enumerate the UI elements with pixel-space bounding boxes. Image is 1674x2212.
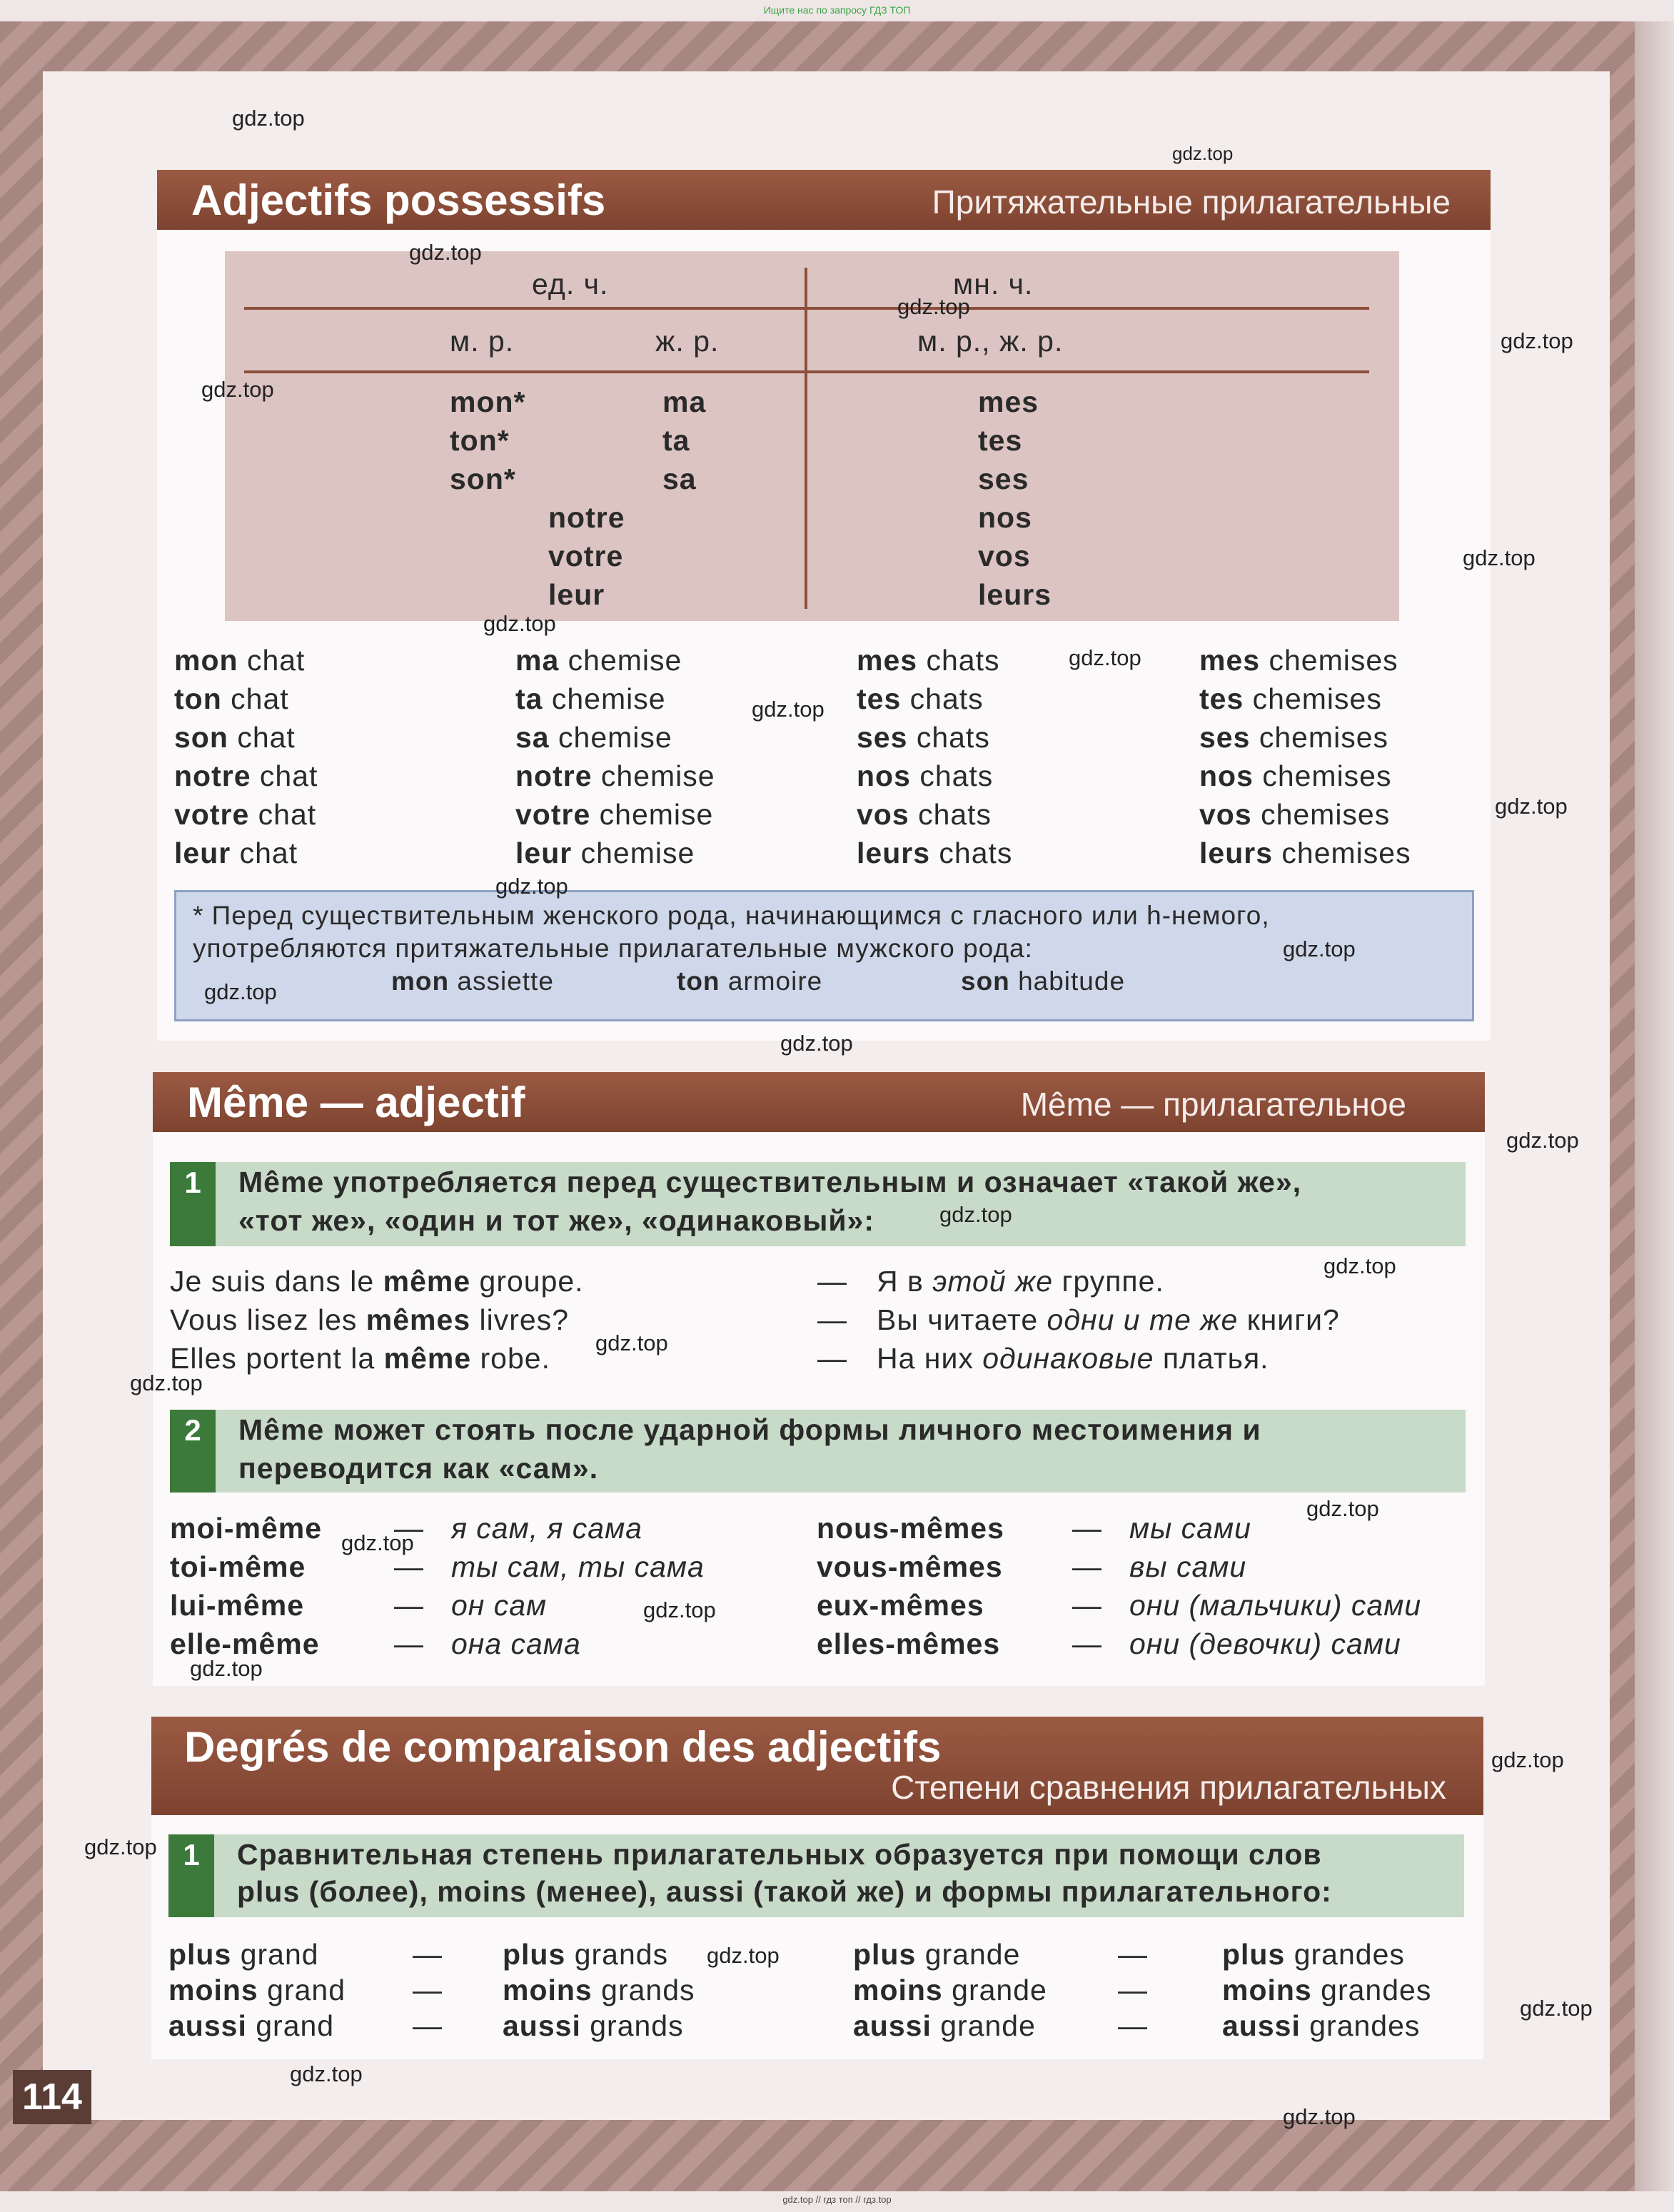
footnote-example: mon assiette (391, 966, 554, 996)
watermark: gdz.top (1069, 645, 1141, 670)
example-item: tes chemises (1199, 682, 1382, 715)
rule-number: 2 (170, 1410, 216, 1493)
watermark: gdz.top (1323, 1253, 1396, 1278)
example-item: nos chemises (1199, 759, 1392, 792)
watermark: gdz.top (643, 1597, 716, 1622)
table-header-plural: мн. ч. (953, 268, 1034, 301)
comparison-item: plus grandes (1222, 1938, 1405, 1971)
table-cell-feminine: ta (662, 424, 690, 457)
watermark: gdz.top (752, 697, 825, 722)
example-item: leurs chats (857, 837, 1013, 869)
meme-example-dash: — (817, 1265, 847, 1298)
meme-title: Même — adjectif (187, 1079, 525, 1126)
table-cell-feminine: sa (662, 463, 697, 495)
table-cell-plural: mes (978, 385, 1039, 418)
example-item: mes chats (857, 644, 1000, 677)
comparison-title-ru: Степени сравнения прилагательных (891, 1769, 1446, 1806)
comparison-title: Degrés de comparaison des adjectifs (184, 1723, 942, 1771)
table-cell-plural: vos (978, 540, 1031, 572)
meme-header (153, 1072, 1485, 1132)
comparison-item: aussi grands (503, 2009, 684, 2042)
watermark: gdz.top (495, 874, 568, 899)
comparison-item: aussi grande (853, 2009, 1036, 2042)
pronoun-fr: nous-mêmes (817, 1512, 1004, 1545)
pronoun-dash: — (394, 1550, 424, 1583)
possessives-title-ru: Притяжательные прилагательные (932, 183, 1451, 221)
comparison-item: plus grands (503, 1938, 669, 1971)
example-item: notre chemise (515, 759, 715, 792)
rule-text: «тот же», «один и тот же», «одинаковый»: (238, 1204, 874, 1237)
example-item: vos chats (857, 798, 992, 831)
watermark: gdz.top (1463, 545, 1536, 570)
example-item: tes chats (857, 682, 984, 715)
pronoun-dash: — (1072, 1512, 1102, 1545)
comparison-item: moins grande (853, 1974, 1047, 2006)
meme-example-fr: Je suis dans le même groupe. (170, 1265, 584, 1298)
pronoun-dash: — (394, 1627, 424, 1660)
pronoun-ru: они (мальчики) сами (1129, 1589, 1422, 1622)
meme-example-dash: — (817, 1342, 847, 1375)
table-header-feminine: ж. р. (655, 325, 720, 358)
rule-text: plus (более), moins (менее), aussi (такой же) и формы прилагательного: (237, 1875, 1332, 1908)
meme-example-ru: На них одинаковые платья. (877, 1342, 1269, 1375)
comparison-item: moins grands (503, 1974, 695, 2006)
bottom-note: gdz.top // гдз топ // гдз.top (782, 2194, 892, 2205)
example-item: mes chemises (1199, 644, 1398, 677)
comparison-header (151, 1717, 1483, 1815)
table-header-singular: ед. ч. (532, 268, 609, 301)
rule-number: 1 (170, 1162, 216, 1246)
watermark: gdz.top (939, 1202, 1012, 1227)
page-edge (1635, 21, 1674, 2191)
comparison-item: moins grandes (1222, 1974, 1432, 2006)
pronoun-dash: — (1072, 1550, 1102, 1583)
watermark: gdz.top (1306, 1496, 1379, 1521)
pronoun-fr: elle-même (170, 1627, 320, 1660)
table-header-masculine: м. р. (450, 325, 515, 358)
watermark: gdz.top (595, 1330, 668, 1355)
watermark: gdz.top (290, 2061, 363, 2086)
example-item: ma chemise (515, 644, 682, 677)
watermark: gdz.top (201, 377, 274, 402)
watermark: gdz.top (1283, 2104, 1356, 2129)
table-cell-common: notre (548, 501, 625, 534)
pronoun-fr: elles-mêmes (817, 1627, 1001, 1660)
watermark: gdz.top (190, 1656, 263, 1681)
table-cell-common: votre (548, 540, 624, 572)
meme-example-ru: Я в этой же группе. (877, 1265, 1164, 1298)
table-cell-masculine: ton* (450, 424, 510, 457)
watermark: gdz.top (204, 979, 277, 1004)
comparison-item: aussi grandes (1222, 2009, 1421, 2042)
example-item: leur chat (174, 837, 298, 869)
pronoun-dash: — (1072, 1589, 1102, 1622)
comparison-dash: — (1118, 2009, 1148, 2042)
rule-text: Сравнительная степень прилагательных образуется при помощи слов (237, 1838, 1322, 1871)
table-divider-vertical (805, 268, 807, 609)
watermark: gdz.top (483, 611, 556, 636)
table-cell-common: leur (548, 578, 605, 611)
table-header-mf: м. р., ж. р. (917, 325, 1064, 358)
footnote-line: употребляются притяжательные прилагательные мужского рода: (193, 934, 1033, 963)
table-cell-feminine: ma (662, 385, 707, 418)
pronoun-ru: они (девочки) сами (1129, 1627, 1401, 1660)
comparison-dash: — (413, 1938, 443, 1971)
meme-example-fr: Vous lisez les mêmes livres? (170, 1303, 569, 1336)
pronoun-fr: toi-même (170, 1550, 306, 1583)
meme-title-ru: Même — прилагательное (1020, 1086, 1406, 1123)
comparison-item: plus grande (853, 1938, 1021, 1971)
watermark: gdz.top (1501, 328, 1573, 353)
footnote-example: ton armoire (677, 966, 823, 996)
example-item: ses chemises (1199, 721, 1388, 754)
rule-text: Même употребляется перед существительным и означает «такой же», (238, 1166, 1302, 1198)
rule-text: Même может стоять после ударной формы личного местоимения и (238, 1413, 1261, 1446)
pronoun-dash: — (1072, 1627, 1102, 1660)
watermark: gdz.top (232, 106, 305, 131)
comparison-item: aussi grand (168, 2009, 335, 2042)
watermark: gdz.top (1283, 936, 1356, 961)
example-item: leurs chemises (1199, 837, 1411, 869)
table-cell-masculine: mon* (450, 385, 526, 418)
footnote-example: son habitude (961, 966, 1126, 996)
example-item: sa chemise (515, 721, 672, 754)
pronoun-ru: вы сами (1129, 1550, 1247, 1583)
comparison-item: moins grand (168, 1974, 346, 2006)
pronoun-dash: — (394, 1589, 424, 1622)
table-cell-plural: nos (978, 501, 1032, 534)
possessives-title: Adjectifs possessifs (191, 176, 606, 224)
example-item: mon chat (174, 644, 306, 677)
watermark: gdz.top (897, 294, 970, 319)
pronoun-ru: она сама (451, 1627, 581, 1660)
watermark: gdz.top (780, 1031, 853, 1056)
watermark: gdz.top (341, 1530, 414, 1555)
example-item: notre chat (174, 759, 318, 792)
example-item: leur chemise (515, 837, 695, 869)
rule-number: 1 (168, 1834, 214, 1917)
example-item: votre chat (174, 798, 317, 831)
watermark: gdz.top (409, 240, 482, 265)
comparison-dash: — (1118, 1974, 1148, 2006)
watermark: gdz.top (1506, 1128, 1579, 1153)
top-note: Ищите нас по запросу ГДЗ ТОП (763, 4, 911, 16)
watermark: gdz.top (1491, 1747, 1564, 1772)
page-number: 114 (13, 2070, 91, 2124)
footnote-line: * Перед существительным женского рода, начинающимся с гласного или h-немого, (193, 901, 1270, 930)
pronoun-fr: moi-même (170, 1512, 323, 1545)
watermark: gdz.top (130, 1370, 203, 1395)
pronoun-ru: ты сам, ты сама (451, 1550, 705, 1583)
pronoun-fr: vous-mêmes (817, 1550, 1003, 1583)
example-item: ton chat (174, 682, 289, 715)
table-cell-plural: ses (978, 463, 1029, 495)
example-item: ses chats (857, 721, 990, 754)
comparison-dash: — (413, 1974, 443, 2006)
example-item: vos chemises (1199, 798, 1391, 831)
example-item: nos chats (857, 759, 994, 792)
comparison-item: plus grand (168, 1938, 319, 1971)
pronoun-fr: eux-mêmes (817, 1589, 984, 1622)
pronoun-ru: я сам, я сама (451, 1512, 642, 1545)
comparison-dash: — (1118, 1938, 1148, 1971)
pronoun-ru: мы сами (1129, 1512, 1251, 1545)
rule-text: переводится как «сам». (238, 1452, 599, 1485)
pronoun-fr: lui-même (170, 1589, 304, 1622)
table-cell-plural: tes (978, 424, 1023, 457)
watermark: gdz.top (1520, 1996, 1593, 2021)
watermark: gdz.top (84, 1834, 157, 1859)
watermark: gdz.top (707, 1943, 780, 1968)
comparison-dash: — (413, 2009, 443, 2042)
meme-example-ru: Вы читаете одни и те же книги? (877, 1303, 1340, 1336)
example-item: ta chemise (515, 682, 666, 715)
pronoun-dash: — (394, 1512, 424, 1545)
pronoun-ru: он сам (451, 1589, 548, 1622)
example-item: son chat (174, 721, 296, 754)
meme-example-dash: — (817, 1303, 847, 1336)
meme-example-fr: Elles portent la même robe. (170, 1342, 550, 1375)
table-cell-plural: leurs (978, 578, 1052, 611)
example-item: votre chemise (515, 798, 714, 831)
watermark: gdz.top (1495, 794, 1568, 819)
table-cell-masculine: son* (450, 463, 516, 495)
watermark: gdz.top (1172, 143, 1234, 164)
possessives-header (157, 170, 1491, 230)
